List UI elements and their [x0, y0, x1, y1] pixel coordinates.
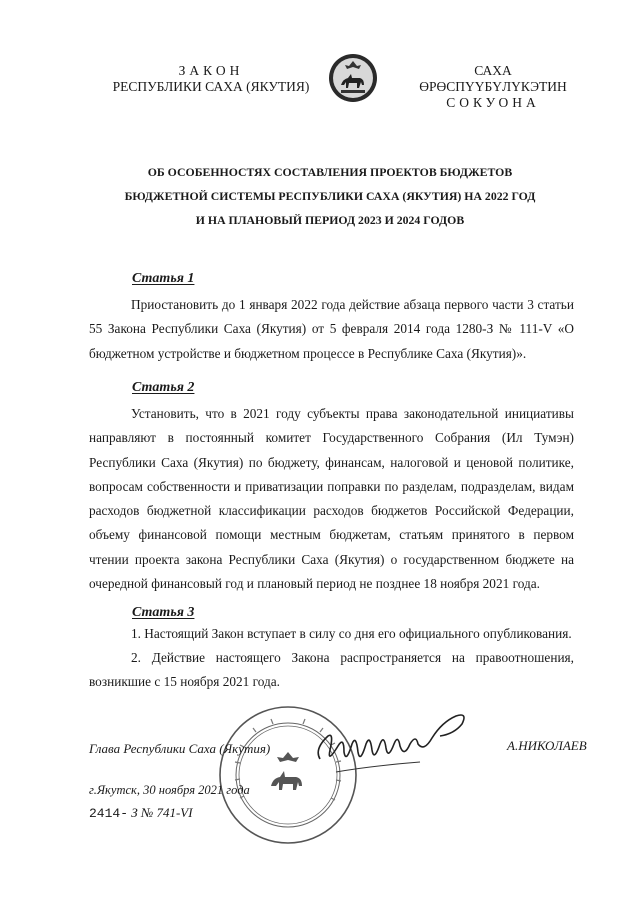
title-line: И НА ПЛАНОВЫЙ ПЕРИОД 2023 И 2024 ГОДОВ [195, 213, 465, 227]
article-1-heading: Статья 1 [132, 271, 195, 286]
place-and-date: г.Якутск, 30 ноября 2021 года [89, 783, 250, 797]
title-line: БЮДЖЕТНОЙ СИСТЕМЫ РЕСПУБЛИКИ САХА (ЯКУТИЯ) НА 2022 ГОД [124, 189, 536, 203]
document-prefix: 2414- [89, 806, 129, 821]
coat-of-arms-icon [327, 52, 379, 104]
registration-number: З № 741-VI [131, 805, 193, 820]
article-3-item-2: 2. Действие настоящего Закона распространяется на правоотношения, возникшие с 15 ноября 2021 года. [89, 650, 574, 690]
article-1-text: Приостановить до 1 января 2022 года действие абзаца первого части 3 статьи 55 Закона Республики Саха (Якутия) от 5 февраля 2014 года 1280-З № 111-V «О бюджетном устройстве и бюджетном процессе в Республике Саха (Якутия)». [89, 297, 574, 361]
handwritten-signature [300, 704, 480, 784]
article-2-heading: Статья 2 [132, 380, 195, 395]
document-number [89, 805, 193, 821]
article-3-item-1: 1. Настоящий Закон вступает в силу со дня его официального опубликования. [131, 626, 572, 641]
article-3-heading: Статья 3 [132, 605, 195, 620]
article-2-text: Установить, что в 2021 году субъекты права законодательной инициативы направляют в постоянный комитет Государственного Собрания (Ил Тумэн) Республики Саха (Якутия) по бюджету, финансам, налоговой и ценовой политике, вопросам собственности и приватизации поправки по разделам, подразделам, видам расходов бюджетной классификации расходов бюджетов Российской Федерации, объему финансовой помощи местным бюджетам, статьям принятого в первом чтении проекта закона Республики Саха (Якутия) о государственном бюджете на очередной финансовый год и плановый период не позднее 18 ноября 2021 года. [89, 406, 574, 592]
header-left [100, 63, 322, 95]
republic-name: РЕСПУБЛИКИ САХА (ЯКУТИЯ) [112, 79, 310, 94]
law-label-sakha: СОКУОНА [446, 95, 540, 110]
republic-name-sakha: САХА ӨРӨСПҮҮБҮЛҮКЭТИН [419, 63, 567, 94]
law-label: ЗАКОН [178, 63, 244, 78]
signatory-name: А.НИКОЛАЕВ [507, 738, 587, 753]
signatory-position: Глава Республики Саха (Якутия) [89, 741, 271, 756]
title-line: ОБ ОСОБЕННОСТЯХ СОСТАВЛЕНИЯ ПРОЕКТОВ БЮДЖЕТОВ [147, 165, 513, 179]
document-title [110, 160, 550, 232]
header-right [404, 63, 582, 111]
